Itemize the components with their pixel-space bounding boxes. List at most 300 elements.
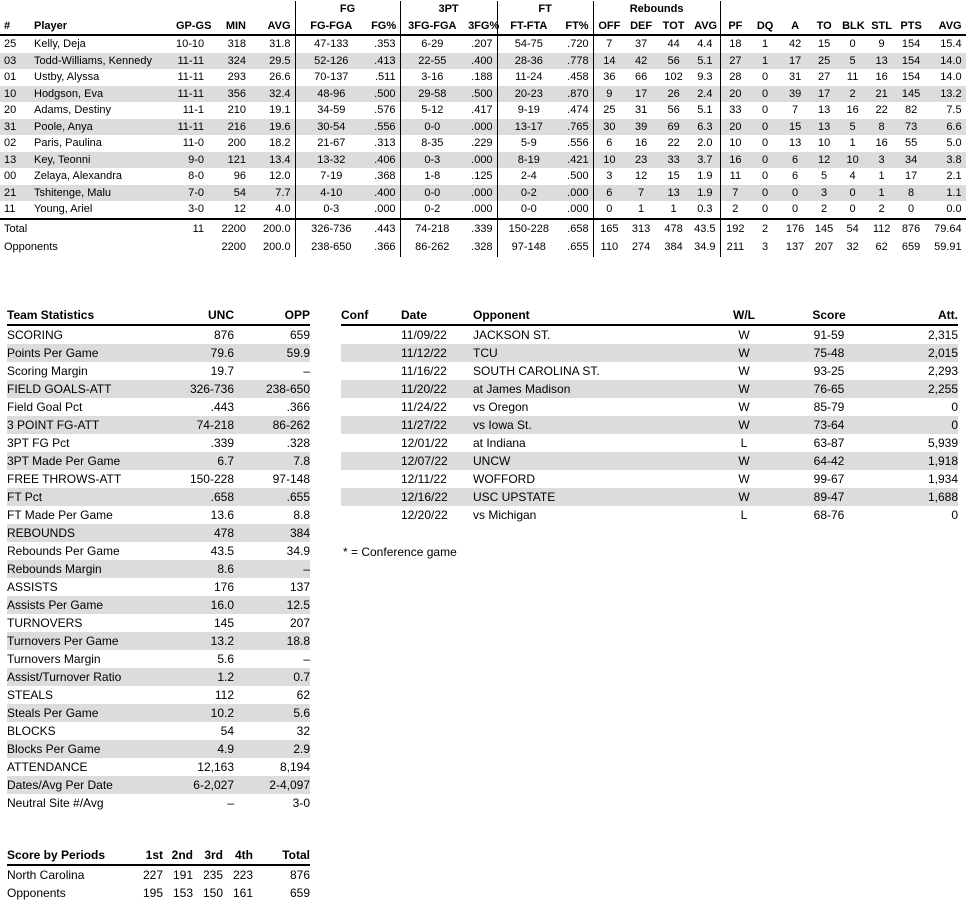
col-header: 3FG%	[468, 19, 500, 32]
cell: 18.8	[286, 634, 310, 648]
cell: 10-10	[176, 38, 205, 50]
team-stat-row	[7, 632, 310, 650]
cell: 73	[904, 120, 918, 133]
game-row	[341, 488, 958, 506]
cell: 1	[638, 203, 645, 215]
cell: 0	[849, 186, 856, 199]
cell: .417	[471, 104, 493, 116]
cell: 01	[4, 71, 17, 83]
cell: 11	[846, 71, 859, 83]
cell: Field Goal Pct	[7, 400, 83, 414]
team-stat-row	[7, 578, 310, 596]
cell: .474	[567, 104, 589, 116]
cell: 10	[4, 87, 17, 100]
cell: 153	[172, 886, 193, 900]
totals-row	[0, 238, 966, 257]
cell: 238-650	[265, 382, 310, 396]
col-header: TO	[816, 19, 832, 32]
cell: 659	[289, 886, 310, 900]
cell: 10	[720, 135, 750, 152]
cell: 47-133	[295, 35, 367, 53]
cell: –	[303, 364, 310, 378]
cell: 0	[593, 201, 625, 219]
cell: 16.0	[210, 598, 234, 612]
cell: 55	[904, 137, 918, 149]
cell: 39	[634, 120, 648, 133]
cell: 68-76	[813, 508, 845, 522]
cell: 478	[664, 222, 683, 235]
cell: 2	[878, 203, 885, 215]
cell: 54	[233, 186, 246, 199]
player-row	[0, 168, 966, 185]
player-row	[0, 135, 966, 152]
cell: 150-228	[497, 219, 560, 239]
cell: .500	[374, 87, 396, 100]
cell: 73-64	[813, 418, 845, 432]
cell: 210	[227, 104, 246, 116]
cell: .556	[374, 120, 396, 133]
cell: 1	[878, 170, 885, 182]
cell: 2.0	[697, 137, 713, 149]
cell: 34.9	[694, 241, 716, 253]
cell: 25	[4, 38, 17, 50]
cell: 326-736	[189, 382, 234, 396]
cell: 145	[901, 87, 921, 100]
cell: Scoring Margin	[7, 364, 88, 378]
cell: 34.9	[286, 544, 310, 558]
cell: 112	[872, 222, 891, 235]
cell: 29.5	[269, 54, 291, 67]
team-stat-row	[7, 506, 310, 524]
cell: 659	[289, 328, 310, 342]
cell: 19.7	[210, 364, 234, 378]
cell: 478	[213, 526, 234, 540]
cell: Adams, Destiny	[34, 104, 112, 116]
cell: 2-4	[497, 168, 560, 185]
cell: Kelly, Deja	[34, 38, 86, 50]
cell: 13	[817, 120, 831, 133]
cell: 6-2,027	[193, 778, 234, 792]
cell: 15	[817, 38, 831, 50]
team-stat-row	[7, 542, 310, 560]
cell: Hodgson, Eva	[34, 87, 104, 100]
cell: 11-11	[177, 54, 204, 67]
cell: .658	[210, 490, 234, 504]
cell: 22	[667, 137, 680, 149]
cell: 13.2	[210, 634, 234, 648]
cell: 293	[227, 71, 246, 83]
cell: W	[738, 328, 750, 342]
team-stat-row	[7, 614, 310, 632]
cell: .000	[374, 203, 396, 215]
cell: vs Iowa St.	[473, 418, 532, 432]
player-row	[0, 86, 966, 103]
team-stat-row	[7, 650, 310, 668]
cell: 27	[817, 71, 831, 83]
cell: 33	[720, 102, 750, 119]
cell: 7.7	[275, 186, 291, 199]
cell: Total	[4, 222, 28, 235]
cell: Turnovers Margin	[7, 652, 101, 666]
cell: 10	[846, 153, 859, 166]
cell: 0	[792, 186, 799, 199]
cell: at James Madison	[473, 382, 571, 396]
col-header: UNC	[208, 308, 234, 322]
cell: 176	[213, 580, 234, 594]
cell: .778	[567, 54, 589, 67]
cell: Points Per Game	[7, 346, 99, 360]
cell: 207	[289, 616, 310, 630]
team-stat-row	[7, 686, 310, 704]
cell: 13	[817, 104, 831, 116]
cell: 150-228	[189, 472, 234, 486]
cell: 59.9	[286, 346, 310, 360]
cell: 79.64	[934, 222, 962, 235]
cell: 23	[634, 153, 648, 166]
game-row	[341, 506, 958, 524]
cell: 22-55	[400, 53, 464, 70]
cell: Rebounds Margin	[7, 562, 102, 576]
cell: .366	[286, 400, 310, 414]
cell: 5	[849, 54, 856, 67]
cell: 2,315	[927, 328, 958, 342]
cell: 0	[762, 120, 769, 133]
cell: 154	[901, 54, 921, 67]
cell: vs Oregon	[473, 400, 529, 414]
cell: 02	[4, 137, 17, 149]
cell: WOFFORD	[473, 472, 535, 486]
cell: .328	[286, 436, 310, 450]
team-stat-row	[7, 758, 310, 776]
cell: 10	[593, 152, 625, 169]
cell: W	[738, 382, 750, 396]
col-header: Att.	[938, 308, 958, 322]
cell: 0-3	[295, 201, 367, 219]
cell: 28	[720, 69, 750, 86]
cell: 0.3	[697, 203, 713, 215]
team-statistics-head	[7, 306, 310, 325]
cell: 154	[901, 38, 921, 50]
cell: .500	[567, 170, 589, 182]
cell: Ustby, Alyssa	[34, 71, 100, 83]
cell: .207	[471, 38, 493, 50]
cell: .511	[374, 71, 396, 83]
cell	[341, 416, 401, 434]
cell: 4	[849, 170, 856, 182]
cell: 154	[901, 71, 921, 83]
schedule-head	[341, 306, 958, 325]
cell: .000	[471, 120, 493, 133]
cell: 191	[172, 868, 193, 882]
cell: 54-75	[497, 35, 560, 53]
cell: .328	[471, 241, 493, 253]
team-stat-row	[7, 344, 310, 362]
cell: 62	[296, 688, 310, 702]
cell: 165	[593, 219, 625, 239]
cell: 0-2	[497, 185, 560, 202]
cell: .368	[374, 170, 396, 182]
cell: 26.6	[269, 71, 291, 83]
player-row	[0, 53, 966, 70]
cell: 274	[631, 241, 651, 253]
cell: 0	[951, 400, 958, 414]
col-header: DQ	[756, 19, 774, 32]
cell: Young, Ariel	[34, 203, 93, 215]
player-rows	[0, 35, 966, 219]
team-stat-row	[7, 325, 310, 344]
score-by-periods-rows	[7, 865, 310, 901]
cell: .000	[567, 203, 589, 215]
cell: 8-19	[497, 152, 560, 169]
cell: Blocks Per Game	[7, 742, 101, 756]
cell: 64-42	[813, 454, 845, 468]
cell: 0-2	[400, 201, 464, 219]
team-stat-row	[7, 560, 310, 578]
cell: 102	[664, 71, 683, 83]
cell: 00	[4, 170, 17, 182]
cell: 6	[593, 185, 625, 202]
cell: 13	[788, 137, 802, 149]
cell: 16	[846, 104, 859, 116]
cell: Dates/Avg Per Date	[7, 778, 113, 792]
cell	[341, 452, 401, 470]
col-header: Total	[282, 848, 310, 862]
team-statistics-rows	[7, 325, 310, 812]
cell: 56	[667, 54, 680, 67]
cell: .458	[567, 71, 589, 83]
cell: W	[738, 472, 750, 486]
cell: SCORING	[7, 328, 64, 342]
cell: 11/12/22	[401, 346, 447, 360]
cell: .443	[374, 222, 396, 235]
cell: 11-1	[182, 104, 204, 116]
cell: BLOCKS	[7, 724, 56, 738]
cell: 11/09/22	[401, 328, 447, 342]
game-row	[341, 452, 958, 470]
cell: FIELD GOALS-ATT	[7, 382, 112, 396]
totals-row	[0, 219, 966, 239]
cell: 176	[785, 222, 805, 235]
col-header: Team Statistics	[7, 308, 95, 322]
col-header: GP-GS	[176, 19, 212, 32]
cell: 1	[878, 186, 885, 199]
cell: SOUTH CAROLINA ST.	[473, 364, 600, 378]
game-row	[341, 325, 958, 344]
cell: 76-65	[813, 382, 845, 396]
cell: 19.1	[269, 104, 291, 116]
col-header: Opponent	[473, 308, 530, 322]
cell: STEALS	[7, 688, 54, 702]
cell: 223	[232, 868, 253, 882]
cell: Key, Teonni	[34, 153, 91, 166]
cell: 324	[227, 54, 246, 67]
cell: 11	[192, 222, 204, 235]
cell: 235	[202, 868, 223, 882]
cell: 63-87	[813, 436, 845, 450]
cell: 137	[785, 241, 805, 253]
col-header: TOT	[662, 19, 685, 32]
cell: 28-36	[497, 53, 560, 70]
schedule-table	[341, 306, 958, 524]
cell: 10	[817, 137, 831, 149]
cell: 16	[720, 152, 750, 169]
cell: .125	[471, 170, 493, 182]
cell: 7-19	[295, 168, 367, 185]
col-header: MIN	[225, 19, 246, 32]
cell: 9-0	[188, 153, 204, 166]
cell: 8	[878, 120, 885, 133]
col-header: FG-FGA	[295, 18, 367, 36]
cell: 20	[720, 119, 750, 136]
col-header: W/L	[733, 308, 755, 322]
cell: FREE THROWS-ATT	[7, 472, 122, 486]
cell: 13-17	[497, 119, 560, 136]
cell: 29-58	[400, 86, 464, 103]
cell: 161	[232, 886, 253, 900]
cell: .400	[471, 54, 493, 67]
cell: 9	[593, 86, 625, 103]
player-row	[0, 119, 966, 136]
cell: 32.4	[269, 87, 291, 100]
cell: 14.0	[940, 71, 962, 83]
cell: .000	[471, 186, 493, 199]
cell: 11/20/22	[401, 382, 447, 396]
col-header: FT-FTA	[497, 18, 560, 36]
cell: 3.7	[697, 153, 713, 166]
cell: 34-59	[295, 102, 367, 119]
group-header-fg: FG	[295, 1, 400, 18]
cell: 3 POINT FG-ATT	[7, 418, 100, 432]
cell: 34	[904, 153, 918, 166]
cell: 137	[289, 580, 310, 594]
cell: 13	[875, 54, 888, 67]
cell: USC UPSTATE	[473, 490, 556, 504]
schedule-rows	[341, 325, 958, 524]
game-row	[341, 416, 958, 434]
cell: 17	[634, 87, 648, 100]
cell: 13	[4, 153, 17, 166]
cell: 6-29	[400, 35, 464, 53]
cell: Zelaya, Alexandra	[34, 170, 123, 182]
cell: 52-126	[295, 53, 367, 70]
cell: 8-35	[400, 135, 464, 152]
cell: 89-47	[813, 490, 845, 504]
cell: TCU	[473, 346, 498, 360]
cell: 12	[634, 170, 648, 182]
cell: 1,934	[927, 472, 958, 486]
cell: 5	[821, 170, 828, 182]
cell: 37	[634, 38, 648, 50]
cell: Opponents	[4, 241, 58, 253]
cell: 211	[720, 238, 750, 257]
team-stat-row	[7, 452, 310, 470]
col-header: Score by Periods	[7, 848, 106, 862]
cell: 5,939	[927, 436, 958, 450]
cell: 86-262	[400, 238, 464, 257]
cell: 21-67	[295, 135, 367, 152]
cell: 318	[227, 38, 246, 50]
cell: 145	[814, 222, 834, 235]
team-stat-row	[7, 524, 310, 542]
cell: 99-67	[813, 472, 845, 486]
cell: 0-0	[497, 201, 560, 219]
cell: 11	[720, 168, 750, 185]
col-header: DEF	[630, 19, 653, 32]
col-header: PF	[720, 18, 750, 36]
cell: at Indiana	[473, 436, 526, 450]
col-header: #	[4, 19, 11, 32]
cell: 1,918	[927, 454, 958, 468]
cell: .339	[471, 222, 493, 235]
cell: 5.6	[217, 652, 234, 666]
cell: North Carolina	[7, 868, 85, 882]
cell: 33	[667, 153, 680, 166]
cell: 97-148	[272, 472, 310, 486]
group-header-3pt: 3PT	[400, 1, 497, 18]
cell: 0	[908, 203, 915, 215]
cell: 8.6	[217, 562, 234, 576]
cell: 3	[593, 168, 625, 185]
cell: 1.9	[697, 170, 713, 182]
cell: 17	[904, 170, 918, 182]
cell: 0	[762, 186, 769, 199]
cell: 93-25	[813, 364, 845, 378]
cell: 238-650	[295, 238, 367, 257]
cell: Assist/Turnover Ratio	[7, 670, 122, 684]
cell: 2,293	[927, 364, 958, 378]
col-header: STL	[871, 19, 892, 32]
cell: 200.0	[263, 241, 291, 253]
cell: 0	[792, 203, 799, 215]
cell: 9	[878, 38, 885, 50]
cell: 11	[4, 203, 16, 215]
cell: 03	[4, 54, 17, 67]
cell: 14	[593, 53, 625, 70]
team-stat-row	[7, 596, 310, 614]
cell: .655	[286, 490, 310, 504]
cell: 26	[667, 87, 680, 100]
cell	[341, 488, 401, 506]
team-stat-row	[7, 380, 310, 398]
cell: 0	[762, 203, 769, 215]
cell: 59.91	[934, 241, 962, 253]
cell: 43.5	[694, 222, 716, 235]
col-header: 3FG-FGA	[400, 18, 464, 36]
cell: 7	[638, 186, 645, 199]
cell: 27	[720, 53, 750, 70]
cell: 30-54	[295, 119, 367, 136]
cell: 7	[792, 104, 799, 116]
cell: .765	[567, 120, 589, 133]
cell: 384	[289, 526, 310, 540]
cell: 2	[762, 222, 769, 235]
cell: 82	[904, 104, 918, 116]
cell: .000	[471, 203, 493, 215]
cell: UNCW	[473, 454, 511, 468]
cell: 7-0	[188, 186, 204, 199]
cell: 11-11	[177, 71, 204, 83]
cell: Assists Per Game	[7, 598, 104, 612]
cell: 0	[951, 508, 958, 522]
cell: 18.2	[269, 137, 291, 149]
cell: 12.5	[286, 598, 310, 612]
cell: 56	[667, 104, 680, 116]
col-header: OPP	[284, 308, 310, 322]
cell: 1.1	[946, 186, 962, 199]
cell: .000	[567, 186, 589, 199]
player-row	[0, 102, 966, 119]
cell: 42	[788, 38, 802, 50]
